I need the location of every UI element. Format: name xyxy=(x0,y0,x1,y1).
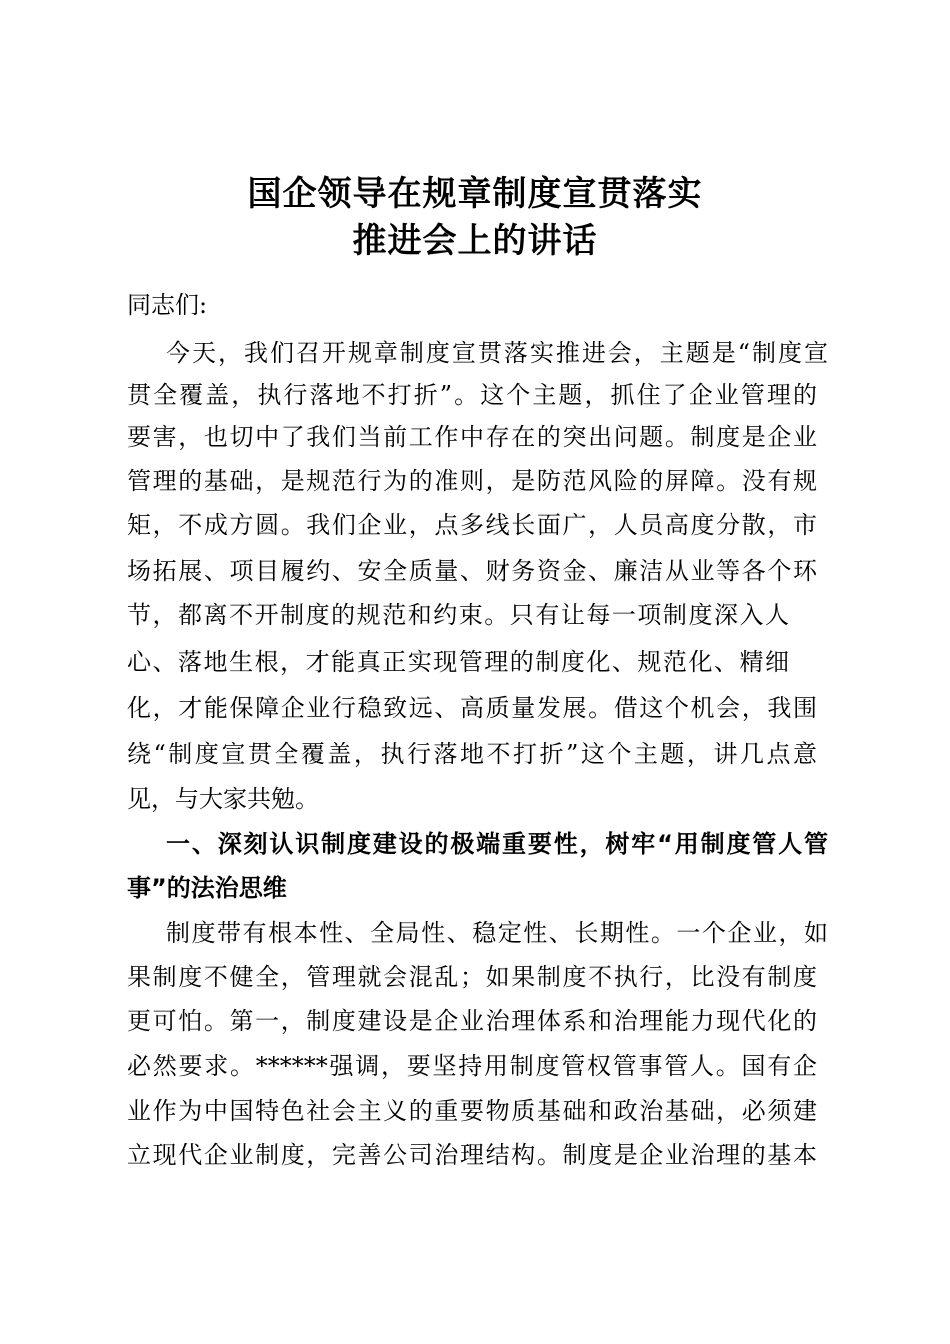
paragraph-1-line: 场拓展、项目履约、安全质量、财务资金、廉洁从业等各个环 xyxy=(127,557,817,585)
paragraph-2-line: 果制度不健全，管理就会混乱；如果制度不执行，比没有制度 xyxy=(127,963,817,991)
paragraph-1-line: 节，都离不开制度的规范和约束。只有让每一项制度深入人 xyxy=(127,601,789,629)
paragraph-1-line: 绕“制度宣贯全覆盖，执行落地不打折”这个主题，讲几点意 xyxy=(127,740,817,768)
paragraph-1-line: 管理的基础，是规范行为的准则，是防范风险的屏障。没有规 xyxy=(127,467,817,495)
paragraph-1-line: 化，才能保障企业行稳致远、高质量发展。借这个机会，我围 xyxy=(127,694,817,722)
paragraph-2-line: 制度带有根本性、全局性、稳定性、长期性。一个企业，如 xyxy=(166,919,828,947)
section-heading-1-line: 一、深刻认识制度建设的极端重要性，树牢“用制度管人管 xyxy=(166,830,828,858)
paragraph-1-line: 今天，我们召开规章制度宣贯落实推进会，主题是“制度宣 xyxy=(166,339,828,367)
paragraph-1-line: 要害，也切中了我们当前工作中存在的突出问题。制度是企业 xyxy=(127,423,817,451)
paragraph-2-line: 更可怕。第一，制度建设是企业治理体系和治理能力现代化的 xyxy=(127,1007,817,1035)
paragraph-1-line: 心、落地生根，才能真正实现管理的制度化、规范化、精细 xyxy=(127,648,789,676)
paragraph-1-line: 矩，不成方圆。我们企业，点多线长面广，人员高度分散，市 xyxy=(127,511,817,539)
paragraph-1-line: 见，与大家共勉。 xyxy=(127,785,319,813)
section-heading-1-line: 事”的法治思维 xyxy=(127,874,287,902)
document-title-line-2: 推进会上的讲话 xyxy=(352,221,598,261)
paragraph-2-line: 业作为中国特色社会主义的重要物质基础和政治基础，必须建 xyxy=(127,1097,817,1125)
document-title-line-1: 国企领导在规章制度宣贯落实 xyxy=(247,174,703,214)
paragraph-2-line: 立现代企业制度，完善公司治理结构。制度是企业治理的基本 xyxy=(127,1141,817,1169)
paragraph-2-line: 必然要求。******强调，要坚持用制度管权管事管人。国有企 xyxy=(127,1052,817,1080)
paragraph-1-line: 贯全覆盖，执行落地不打折”。这个主题，抓住了企业管理的 xyxy=(127,381,817,409)
salutation: 同志们: xyxy=(127,291,208,319)
